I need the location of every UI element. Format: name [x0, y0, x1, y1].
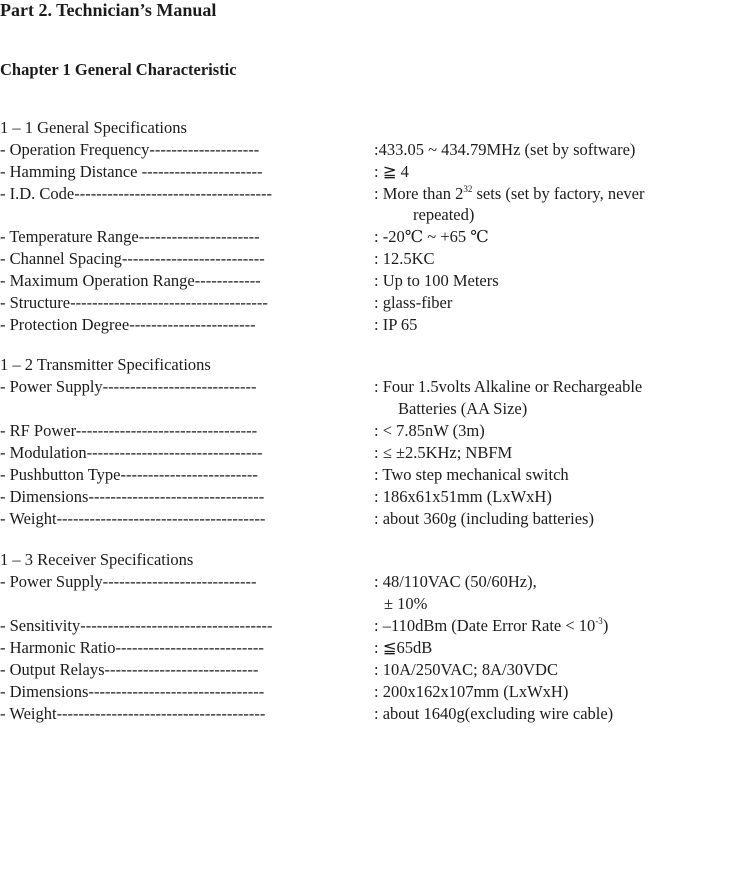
spec-label: - Operation Frequency--------------------: [0, 140, 260, 159]
spec-label: - Power Supply----------------------------: [0, 572, 257, 591]
spec-value-exponent: 32: [463, 184, 473, 194]
spec-row: [0, 487, 552, 507]
spec-value: : Four 1.5volts Alkaline or Rechargeable: [374, 377, 643, 396]
spec-value-post: ): [602, 616, 609, 635]
spec-row: [0, 315, 418, 335]
spec-value-pre: : –110dBm (Date Error Rate < 10: [374, 616, 596, 635]
section-title-general: 1 – 1 General Specifications: [0, 118, 187, 137]
spec-row: [0, 616, 609, 636]
spec-value: : 200x162x107mm (LxWxH): [374, 682, 569, 701]
spec-row: [0, 660, 558, 680]
spec-label: - Temperature Range----------------------: [0, 227, 260, 246]
spec-continuation: Batteries (AA Size): [398, 399, 528, 418]
spec-row: [0, 465, 569, 485]
spec-value-exponent: -3: [595, 616, 603, 626]
spec-value: : IP 65: [374, 315, 418, 334]
spec-value: : < 7.85nW (3m): [374, 421, 485, 440]
spec-value: : 12.5KC: [374, 249, 435, 268]
spec-value: : ≦65dB: [374, 638, 433, 657]
spec-label: - Structure------------------------------------: [0, 293, 268, 312]
spec-value: : ≤ ±2.5KHz; NBFM: [374, 443, 513, 462]
spec-row: [0, 509, 594, 529]
spec-value: : about 1640g(excluding wire cable): [374, 704, 614, 723]
spec-value-post: sets (set by factory, never: [472, 184, 645, 203]
spec-value: : 10A/250VAC; 8A/30VDC: [374, 660, 558, 679]
spec-label: - Sensitivity-----------------------------------: [0, 616, 273, 635]
spec-value: : ≧ 4: [374, 162, 409, 181]
section-title-receiver: 1 – 3 Receiver Specifications: [0, 550, 194, 569]
spec-row: [0, 271, 499, 291]
spec-row: [0, 377, 643, 397]
spec-label: - Hamming Distance ----------------------: [0, 162, 263, 181]
spec-row: [0, 293, 453, 313]
spec-label: - Maximum Operation Range------------: [0, 271, 261, 290]
spec-label: - RF Power---------------------------------: [0, 421, 258, 440]
spec-value: [374, 616, 608, 636]
spec-label: - Output Relays----------------------------: [0, 660, 259, 679]
spec-continuation: repeated): [413, 205, 475, 224]
spec-row: [0, 249, 435, 269]
spec-label: - Power Supply----------------------------: [0, 377, 257, 396]
spec-label: - Dimensions--------------------------------: [0, 487, 265, 506]
spec-row: [0, 140, 636, 160]
spec-label: - Modulation--------------------------------: [0, 443, 263, 462]
spec-label: - I.D. Code------------------------------------: [0, 184, 273, 203]
spec-value: : Up to 100 Meters: [374, 271, 499, 290]
spec-value: : about 360g (including batteries): [374, 509, 594, 528]
spec-row: [0, 162, 409, 182]
spec-row: [0, 227, 489, 247]
spec-value: : 48/110VAC (50/60Hz),: [374, 572, 537, 591]
spec-value-pre: : More than 2: [374, 184, 464, 203]
spec-value: : Two step mechanical switch: [374, 465, 569, 484]
spec-label: - Protection Degree-----------------------: [0, 315, 256, 334]
spec-label: - Weight--------------------------------------: [0, 509, 266, 528]
spec-row: [0, 421, 485, 441]
spec-label: - Channel Spacing--------------------------: [0, 249, 265, 268]
spec-value: :433.05 ~ 434.79MHz (set by software): [374, 140, 636, 159]
spec-label: - Pushbutton Type-------------------------: [0, 465, 258, 484]
spec-value: : -20℃ ~ +65 ℃: [374, 227, 489, 246]
spec-value: [374, 184, 644, 204]
spec-row: [0, 682, 569, 702]
spec-label: - Harmonic Ratio---------------------------: [0, 638, 264, 657]
spec-label: - Weight--------------------------------------: [0, 704, 266, 723]
spec-value: : glass-fiber: [374, 293, 453, 312]
spec-value: : 186x61x51mm (LxWxH): [374, 487, 552, 506]
spec-row: [0, 704, 614, 724]
spec-row: [0, 572, 537, 592]
chapter-title: Chapter 1 General Characteristic: [0, 60, 237, 79]
section-title-transmitter: 1 – 2 Transmitter Specifications: [0, 355, 211, 374]
spec-label: - Dimensions--------------------------------: [0, 682, 265, 701]
spec-continuation: ± 10%: [384, 594, 428, 613]
part-title: Part 2. Technician’s Manual: [0, 0, 217, 20]
spec-row: [0, 184, 645, 204]
spec-row: [0, 443, 513, 463]
spec-row: [0, 638, 433, 658]
